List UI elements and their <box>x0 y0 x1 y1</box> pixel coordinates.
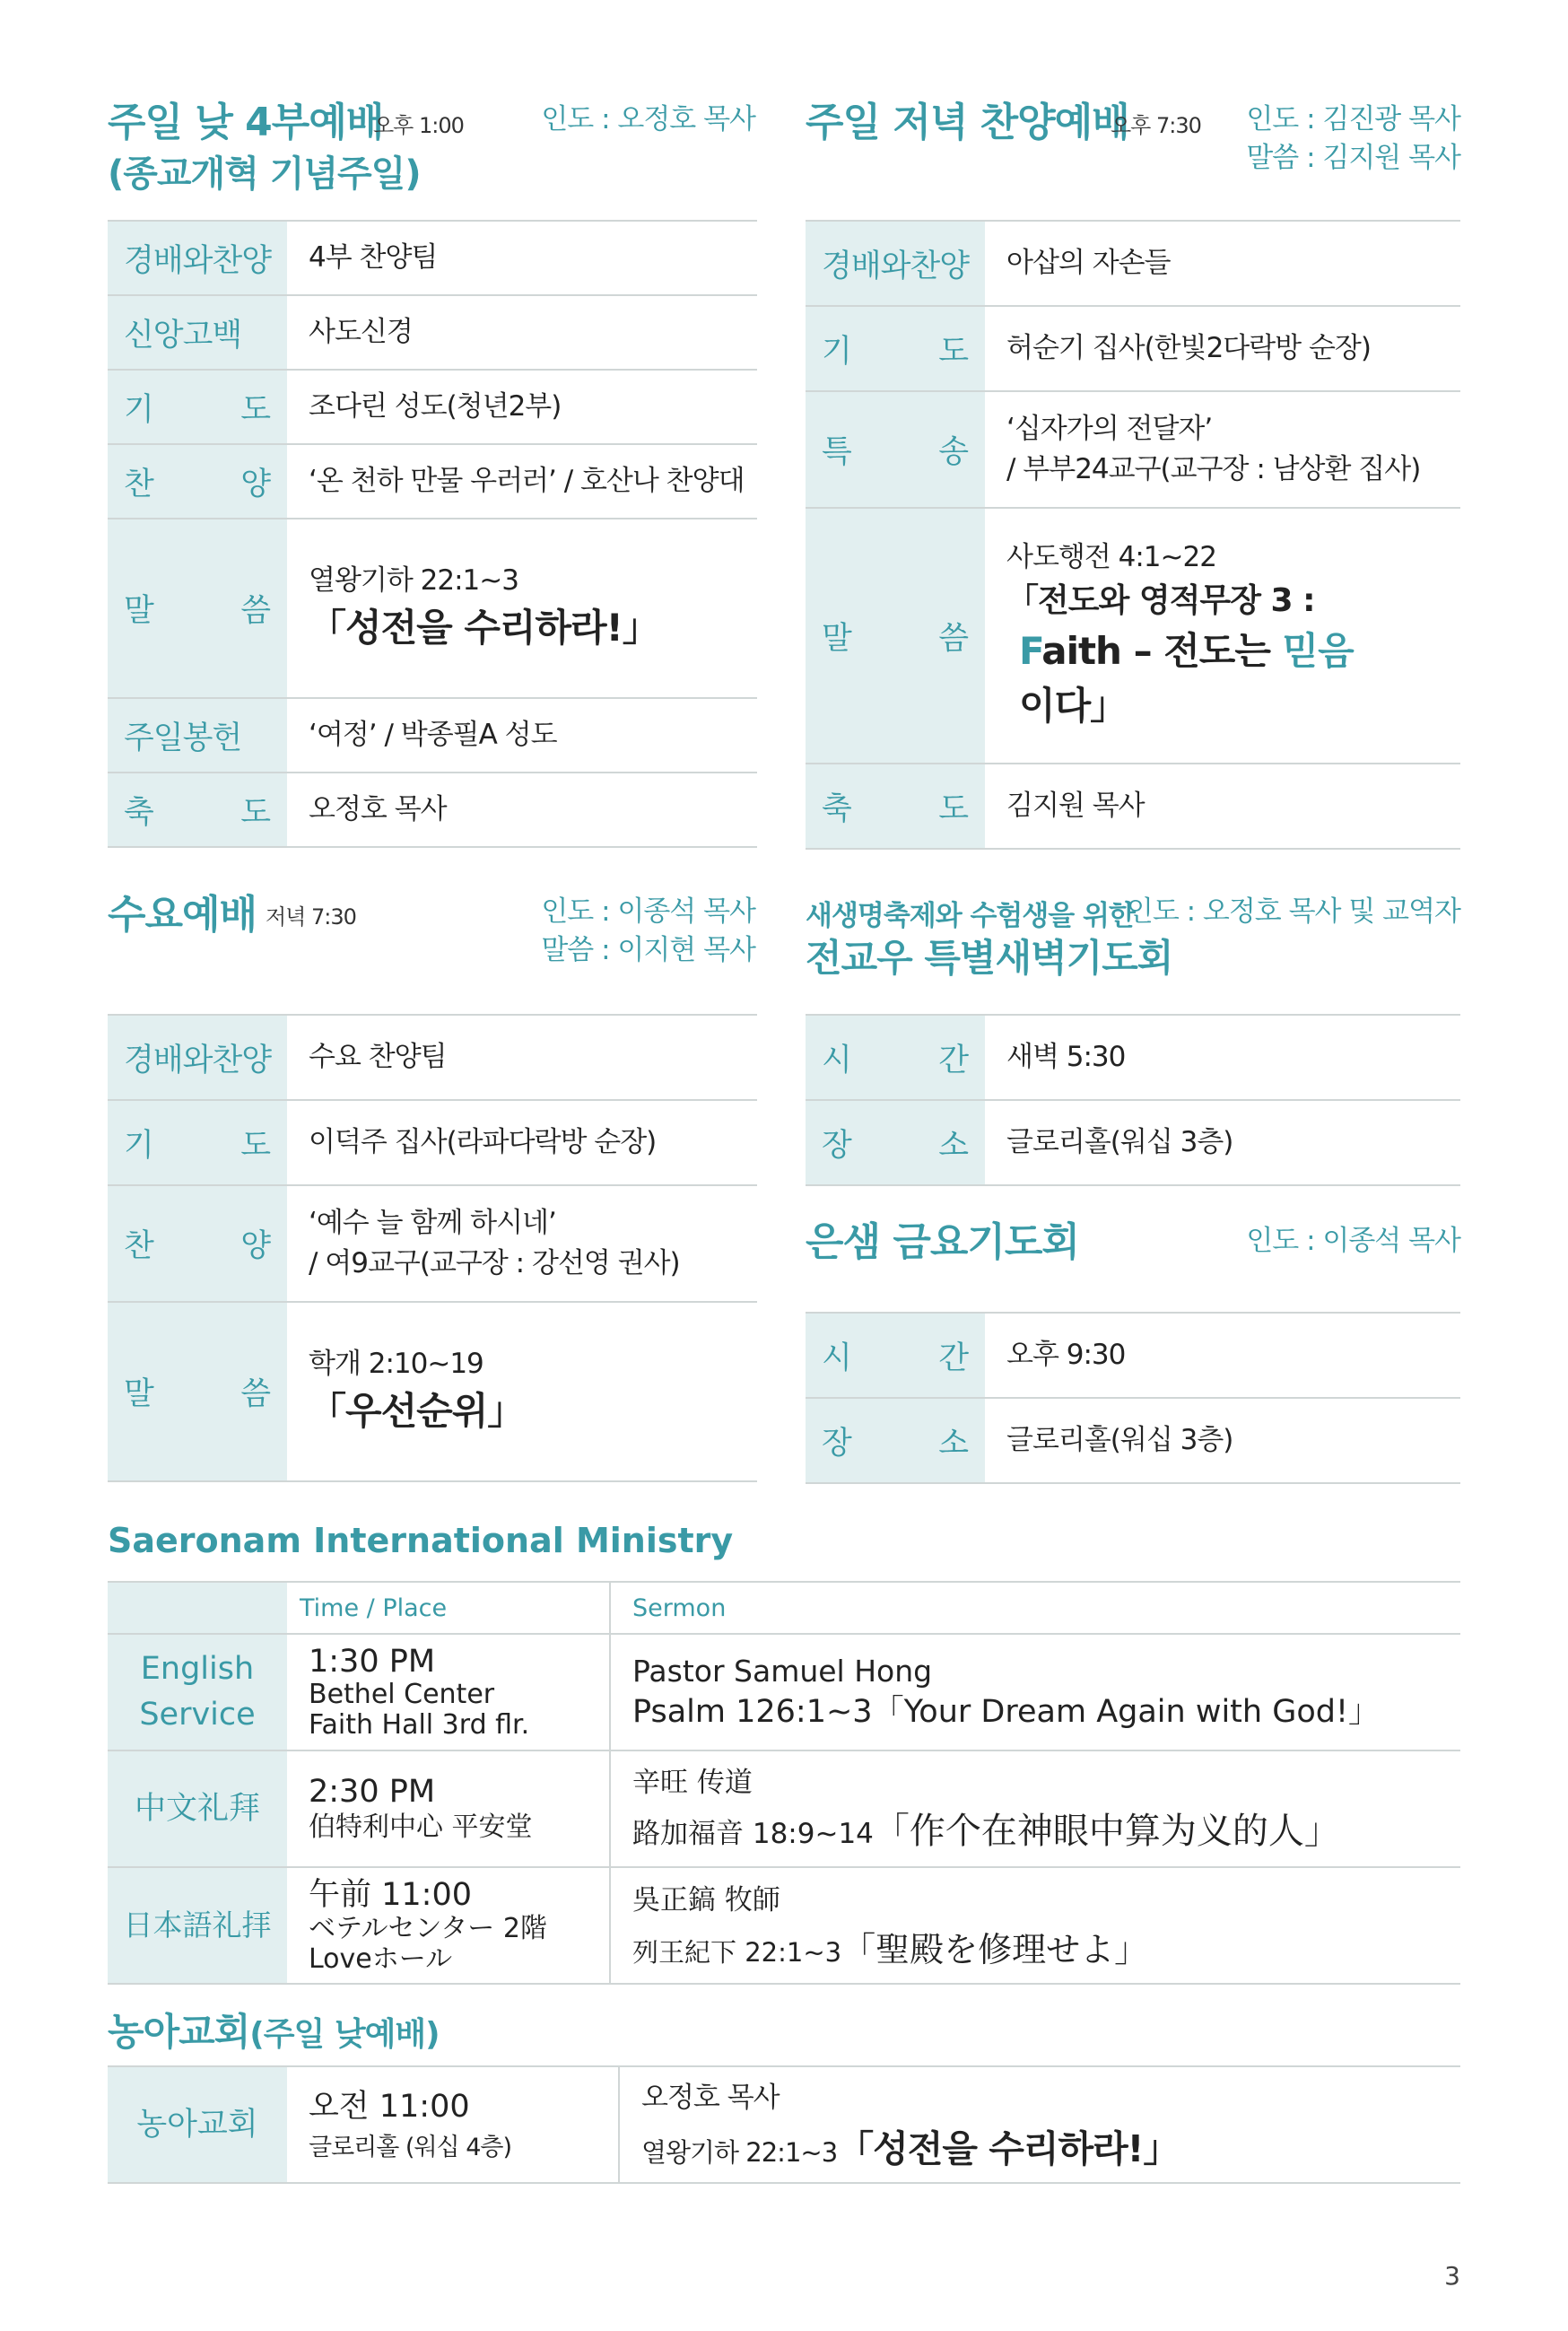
evening-title: 주일 저녁 찬양예배 <box>806 100 1129 145</box>
chinese-label: 中文礼拜 <box>134 1790 260 1827</box>
english-speaker: Pastor Samuel Hong <box>632 1654 933 1689</box>
time-label-right: 간 <box>938 1340 969 1376</box>
english-time: 1:30 PM <box>309 1643 436 1680</box>
deaf-title-suffix: (주일 낮예배) <box>249 2016 440 2053</box>
special-label-right: 송 <box>938 434 969 470</box>
sermon-label-left: 말 <box>822 620 852 657</box>
japanese-reference: 列王紀下 22:1~3 <box>632 1936 842 1968</box>
special-performer: / 부부24교구(교구장 : 남상환 집사) <box>1006 453 1421 485</box>
english-label-2: Service <box>139 1697 256 1733</box>
friday-leader: 인도 : 이종석 목사 <box>1246 1225 1460 1257</box>
chinese-speaker: 辛旺 传道 <box>632 1766 753 1799</box>
place-label-left: 장 <box>822 1425 852 1462</box>
special-label-left: 특 <box>822 434 852 470</box>
deaf-title <box>108 2003 440 2056</box>
dawn-table <box>806 1014 1460 1186</box>
evening-time: 오후 7:30 <box>1111 113 1201 138</box>
japanese-sermon-title: 「聖殿を修理せよ」 <box>841 1929 1149 1969</box>
sermon-title-highlight: 믿음 <box>1282 629 1354 674</box>
praise-label-right: 양 <box>240 1228 271 1264</box>
deaf-table <box>108 2065 1460 2184</box>
intl-table <box>108 1581 1460 1985</box>
sermon-title-initial: F <box>1019 629 1042 674</box>
wednesday-preacher: 말씀 : 이지현 목사 <box>541 933 755 966</box>
time-label-right: 간 <box>938 1042 969 1078</box>
time-value: 오후 9:30 <box>985 1313 1460 1398</box>
japanese-time: 午前 11:00 <box>309 1876 472 1913</box>
sermon-label-right: 씀 <box>240 593 271 629</box>
chinese-sermon-title: 「作个在神眼中算为义的人」 <box>873 1811 1340 1853</box>
offering-value: ‘여정’ / 박종필A 성도 <box>287 698 757 773</box>
worship-value: 아삽의 자손들 <box>985 221 1460 306</box>
creed-label: 신앙고백 <box>124 317 242 354</box>
praise-label-left: 찬 <box>124 1228 154 1264</box>
blessing-value: 김지원 목사 <box>985 764 1460 849</box>
friday-title: 은샘 금요기도회 <box>806 1219 1079 1265</box>
prayer-value: 허순기 집사(한빛2다락방 순장) <box>985 306 1460 391</box>
japanese-speaker: 吳正鎬 牧師 <box>632 1884 780 1917</box>
worship-label: 경배와찬양 <box>822 248 970 284</box>
praise-value: ‘온 천하 만물 우러러’ / 호산나 찬양대 <box>287 444 757 519</box>
praise-label-right: 양 <box>240 466 271 502</box>
dawn-pretitle: 새생명축제와 수험생을 위한 <box>806 900 1135 932</box>
deaf-place: 글로리홀 (워십 4층) <box>309 2134 511 2162</box>
sermon-label-left: 말 <box>124 1376 154 1412</box>
sermon-title-text: aith – 전도는 <box>1041 629 1283 674</box>
time-label-left: 시 <box>822 1042 852 1078</box>
place-label-left: 장 <box>822 1127 852 1164</box>
prayer-value: 조다린 성도(청년2부) <box>287 370 757 444</box>
worship-label: 경배와찬양 <box>124 1042 272 1078</box>
english-place-2: Faith Hall 3rd flr. <box>309 1709 530 1741</box>
sunday4-time: 오후 1:00 <box>373 113 464 138</box>
place-value: 글로리홀(워십 3층) <box>985 1100 1460 1185</box>
english-label-1: English <box>140 1651 255 1688</box>
english-place-1: Bethel Center <box>309 1678 495 1710</box>
sermon-reference: 학개 2:10~19 <box>309 1348 483 1381</box>
prayer-value: 이덕주 집사(라파다락방 순장) <box>287 1100 757 1185</box>
intl-title: Saeronam International Ministry <box>108 1521 734 1560</box>
place-value: 글로리홀(워십 3층) <box>985 1398 1460 1483</box>
deaf-title-main: 농아교회 <box>108 2010 250 2054</box>
sunday4-leader: 인도 : 오정호 목사 <box>541 103 755 135</box>
special-song: ‘십자가의 전달자’ <box>1006 413 1213 446</box>
deaf-reference: 열왕기하 22:1~3 <box>641 2136 838 2168</box>
evening-table <box>806 220 1460 850</box>
sunday4-table <box>108 220 757 848</box>
sermon-title: 「우선순위」 <box>309 1389 525 1434</box>
dawn-leader: 인도 : 오정호 목사 및 교역자 <box>1126 895 1460 928</box>
wednesday-time: 저녁 7:30 <box>266 904 356 930</box>
wednesday-title: 수요예배 <box>108 892 257 938</box>
page-number: 3 <box>1444 2261 1460 2291</box>
deaf-sermon-title: 「성전을 수리하라!」 <box>837 2126 1180 2170</box>
worship-label: 경배와찬양 <box>124 242 272 279</box>
sermon-label-right: 씀 <box>938 620 969 657</box>
chinese-place: 伯特利中心 平安堂 <box>309 1811 533 1843</box>
praise-song: ‘예수 늘 함께 하시네’ <box>309 1207 556 1240</box>
wednesday-table <box>108 1014 757 1482</box>
sermon-title: 「성전을 수리하라!」 <box>309 606 659 650</box>
blessing-label-right: 도 <box>938 790 969 827</box>
deaf-label: 농아교회 <box>108 2066 287 2183</box>
blessing-label-left: 축 <box>124 794 154 831</box>
worship-value: 4부 찬양팀 <box>287 221 757 295</box>
sunday4-subtitle: (종교개혁 기념주일) <box>108 153 421 195</box>
deaf-time: 오전 11:00 <box>309 2088 470 2125</box>
chinese-time: 2:30 PM <box>309 1773 436 1810</box>
friday-table <box>806 1312 1460 1484</box>
praise-performer: / 여9교구(교구장 : 강선영 권사) <box>309 1247 680 1279</box>
evening-leader: 인도 : 김진광 목사 <box>1246 103 1460 135</box>
sermon-title-end: 이다」 <box>1019 684 1128 729</box>
sermon-reference: 열왕기하 22:1~3 <box>309 564 518 598</box>
sermon-label-left: 말 <box>124 593 154 629</box>
japanese-place-2: Loveホール <box>309 1943 453 1975</box>
blessing-label-right: 도 <box>240 794 271 831</box>
time-value: 새벽 5:30 <box>985 1015 1460 1100</box>
blessing-value: 오정호 목사 <box>287 773 757 847</box>
prayer-label-left: 기 <box>822 333 852 370</box>
worship-value: 수요 찬양팀 <box>287 1015 757 1100</box>
dawn-title: 전교우 특별새벽기도회 <box>806 936 1173 980</box>
intl-header-sermon: Sermon <box>610 1582 1460 1634</box>
wednesday-leader: 인도 : 이종석 목사 <box>541 895 755 928</box>
chinese-reference: 路加福音 18:9~14 <box>632 1818 874 1851</box>
prayer-label-right: 도 <box>240 1127 271 1164</box>
english-reference: Psalm 126:1~3 <box>632 1694 873 1731</box>
place-label-right: 소 <box>938 1127 969 1164</box>
sermon-reference: 사도행전 4:1~22 <box>1006 541 1216 574</box>
sunday4-title: 주일 낮 4부예배 <box>108 100 384 145</box>
place-label-right: 소 <box>938 1425 969 1462</box>
prayer-label-right: 도 <box>938 333 969 370</box>
sermon-title-line1: 「전도와 영적무장 3 : <box>1006 581 1315 619</box>
prayer-label-left: 기 <box>124 391 154 428</box>
english-sermon-title: 「Your Dream Again with God!」 <box>872 1694 1380 1731</box>
praise-label-left: 찬 <box>124 466 154 502</box>
intl-row-english <box>108 1634 1460 1750</box>
japanese-label: 日本語礼拝 <box>123 1908 272 1943</box>
prayer-label-right: 도 <box>240 391 271 428</box>
intl-row-chinese <box>108 1750 1460 1867</box>
sermon-label-right: 씀 <box>240 1376 271 1412</box>
blessing-label-left: 축 <box>822 790 852 827</box>
intl-header-time: Time / Place <box>287 1582 610 1634</box>
offering-label: 주일봉헌 <box>124 720 242 756</box>
time-label-left: 시 <box>822 1340 852 1376</box>
intl-row-japanese <box>108 1867 1460 1984</box>
creed-value: 사도신경 <box>287 295 757 370</box>
sermon-title-line2 <box>1006 624 1460 734</box>
japanese-place-1: ベテルセンター 2階 <box>309 1912 547 1944</box>
evening-preacher: 말씀 : 김지원 목사 <box>1246 141 1460 174</box>
prayer-label-left: 기 <box>124 1127 154 1164</box>
deaf-speaker: 오정호 목사 <box>641 2082 780 2115</box>
